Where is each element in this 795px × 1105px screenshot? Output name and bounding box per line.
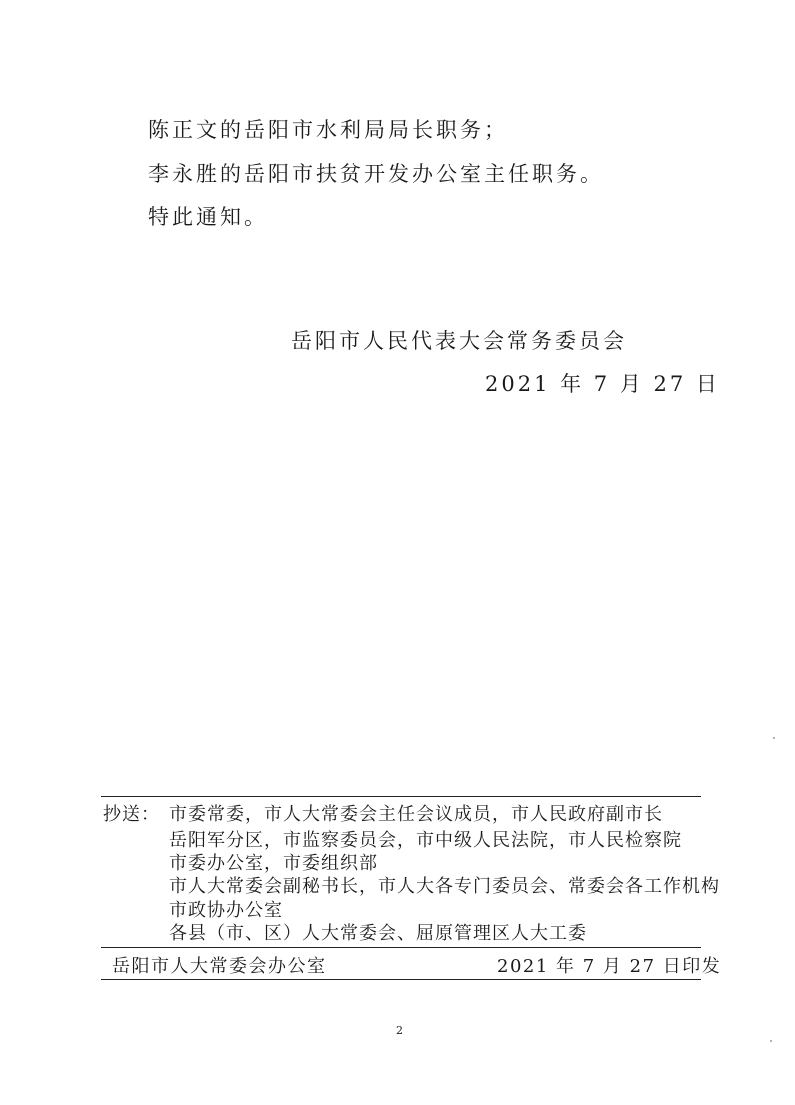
cc-line-4: 市人大常委会副秘书长，市人大各专门委员会、常委会各工作机构 <box>169 876 720 897</box>
closing-line: 特此通知。 <box>148 205 268 229</box>
page-number: 2 <box>396 1024 403 1037</box>
issuing-office: 岳阳市人大常委会办公室 <box>112 956 327 977</box>
cc-line-6: 各县（市、区）人大常委会、屈原管理区人大工委 <box>169 923 587 944</box>
body-line-1: 陈正文的岳阳市水利局局长职务； <box>148 118 508 142</box>
cc-label: 抄送： <box>103 804 160 825</box>
cc-line-3: 市委办公室，市委组织部 <box>169 853 378 874</box>
body-line-2: 李永胜的岳阳市扶贫开发办公室主任职务。 <box>148 162 604 186</box>
scan-speck <box>773 737 775 739</box>
scan-speck <box>770 1040 772 1042</box>
cc-line-5: 市政协办公室 <box>169 900 283 921</box>
footer-bottom-divider <box>101 979 701 980</box>
signature-organization: 岳阳市人民代表大会常务委员会 <box>291 329 627 353</box>
cc-line-2: 岳阳军分区，市监察委员会，市中级人民法院，市人民检察院 <box>169 830 682 851</box>
cc-top-divider <box>101 796 701 797</box>
cc-line-1: 市委常委，市人大常委会主任会议成员，市人民政府副市长 <box>169 804 663 825</box>
signature-date: 2021 年 7 月 27 日 <box>485 372 720 396</box>
footer-top-divider <box>101 947 701 948</box>
issue-date: 2021 年 7 月 27 日印发 <box>497 956 722 977</box>
